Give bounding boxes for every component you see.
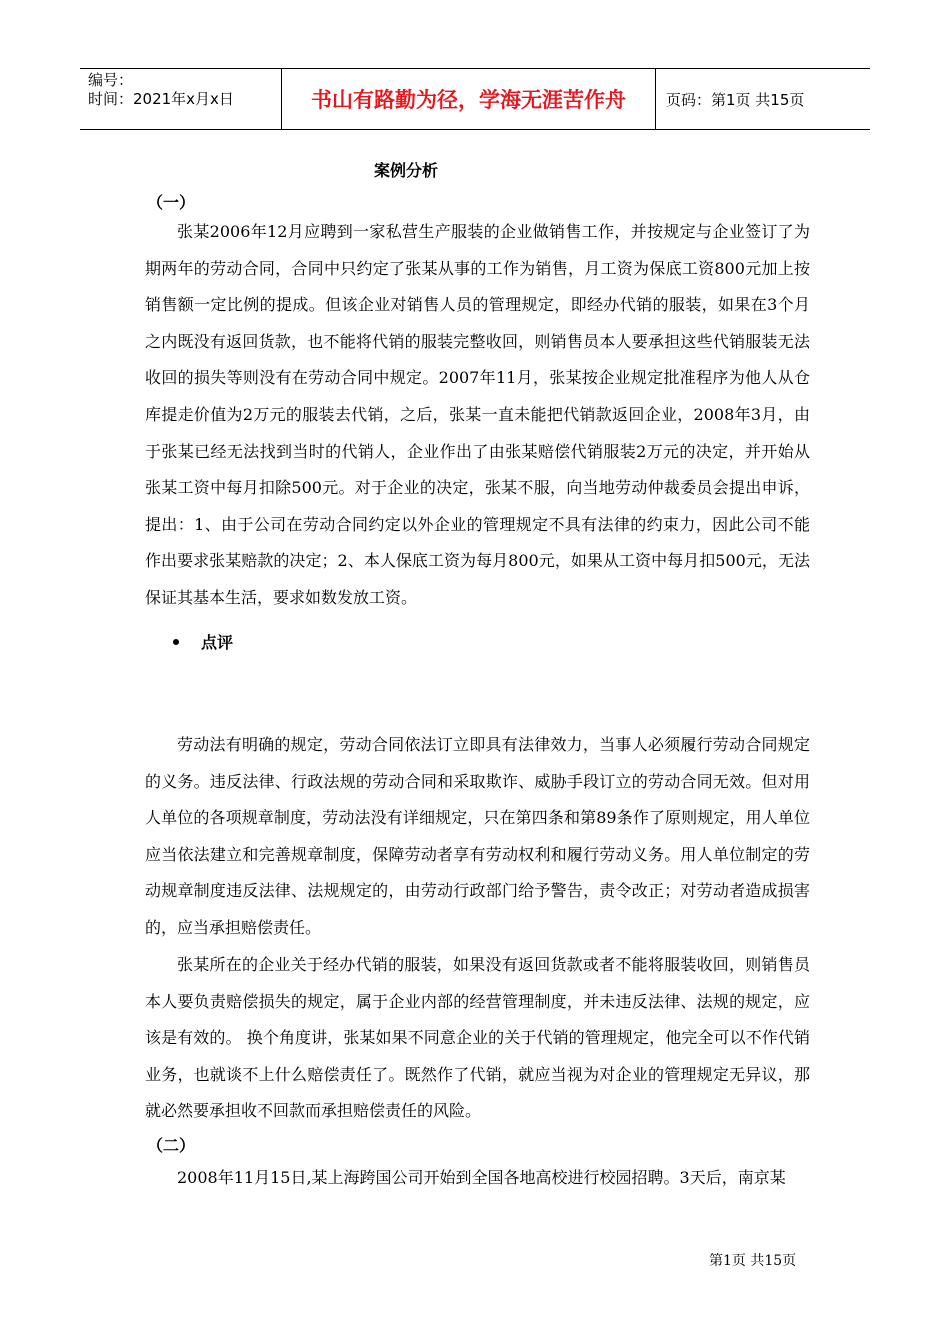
comment-bullet: [173, 630, 233, 653]
bullet-icon: [173, 639, 179, 645]
section-heading-1: （一）: [147, 193, 196, 212]
comment-label: 点评: [201, 633, 234, 652]
case-paragraph-1: 张某2006年12月应聘到一家私营生产服装的企业做销售工作，并按规定与企业签订了为期两年的劳动合同，合同中只约定了张某从事的工作为销售，月工资为保底工资800元加上按销售额一定比例的提成。但该企业对销售人员的管理规定，即经办代销的服装，如果在3个月之内既没有返回货款，也不能将代销的服装完整收回，则销售员本人要承担这些代销服装无法收回的损失等则没有在劳动合同中规定。2007年11月，张某按企业规定批准程序为他人从仓库提走价值为2万元的服装去代销，之后，张某一直未能把代销款返回企业，2008年3月，由于张某已经无法找到当时的代销人，企业作出了由张某赔偿代销服装2万元的决定，并开始从张某工资中每月扣除500元。对于企业的决定，张某不服，向当地劳动仲裁委员会提出申诉，提出：1、由于公司在劳动合同约定以外企业的管理规定不具有法律的约束力，因此公司不能作出要求张某赔款的决定；2、本人保底工资为每月800元，如果从工资中每月扣500元，无法保证其基本生活，要求如数发放工资。: [145, 222, 810, 607]
header-page-number: 页码：第1页 共15页: [666, 90, 805, 109]
section-heading-2: （二）: [147, 1136, 196, 1155]
comment-paragraph-1: 劳动法有明确的规定，劳动合同依法订立即具有法律效力，当事人必须履行劳动合同规定的义务。违反法律、行政法规的劳动合同和采取欺诈、威胁手段订立的劳动合同无效。但对用人单位的各项规章制度，劳动法没有详细规定，只在第四条和第89条作了原则规定，用人单位应当依法建立和完善规章制度，保障劳动者享有劳动权利和履行劳动义务。用人单位制定的劳动规章制度违反法律、法规规定的，由劳动行政部门给予警告，责令改正；对劳动者造成损害的，应当承担赔偿责任。: [145, 735, 810, 937]
page-footer: 第1页 共15页: [709, 1253, 797, 1269]
document-time: 时间：2021年x月x日: [88, 90, 234, 108]
comment-paragraph-2: 张某所在的企业关于经办代销的服装，如果没有返回货款或者不能将服装收回，则销售员本人要负责赔偿损失的规定，属于企业内部的经营管理制度，并未违反法律、法规的规定，应该是有效的。 换个角度讲，张某如果不同意企业的关于代销的管理规定，他完全可以不作代销业务，也就谈不上什么赔偿责任了。既然作了代销，就应当视为对企业的管理规定无异议，那就必然要承担收不回款而承担赔偿责任的风险。: [145, 955, 810, 1121]
page-header: [80, 68, 870, 130]
header-meta: [80, 69, 282, 129]
case-paragraph-2: 2008年11月15日,某上海跨国公司开始到全国各地高校进行校园招聘。3天后，南京某: [177, 1168, 786, 1187]
document-number: 编号：: [88, 71, 134, 89]
header-motto: 书山有路勤为径，学海无涯苦作舟: [282, 69, 656, 129]
document-title: 案例分析: [373, 161, 438, 180]
